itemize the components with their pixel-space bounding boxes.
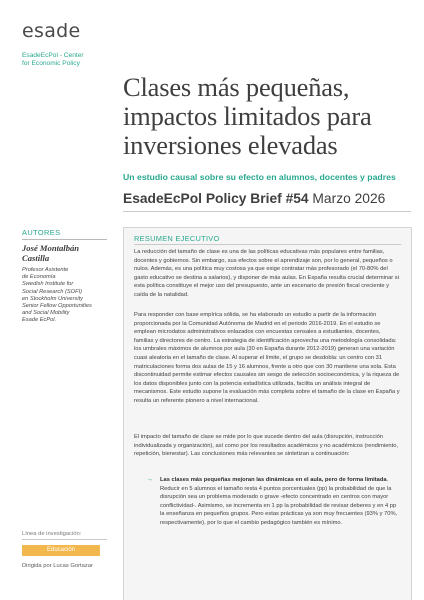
page-subtitle: Un estudio causal sobre su efecto en alumnos, docentes y padres: [123, 172, 396, 182]
brief-heading: [123, 191, 413, 206]
author-name: [22, 243, 108, 263]
author-name-line2: Castilla: [22, 253, 50, 263]
title-line: impactos limitados para: [123, 101, 372, 131]
author-bio-line: Swedish Institute for: [22, 281, 74, 288]
bullet-text: [160, 476, 400, 528]
esade-logo: esade: [22, 20, 81, 42]
summary-paragraph: Para responder con base empírica sólida, se ha elaborado un estudio a partir de la información proporcionada por la Comunidad Autónoma de Madrid en el periodo 2016-2019. En el estudio se emplean microdatos administrativos enlazados con encuestas censales a estudiantes, docentes, familias y directores de centro. La estrategia de identificación aprovecha una metodología consolidada: los umbrales máximos de alumnos por aula (30 en España durante 2012-2019) generan una variación cuasi aleatoria en el tamaño de clase. Al superar el límite, el grupo se desdobla: un centro con 31 matriculaciones forma dos aulas de 15 y 16 alumnos, frente a otro que con 30 mantiene una sola. Esta discontinuidad permite estimar efectos causales sin sesgo de selección socioeconómica, y la riqueza de los datos disponibles junto con la potencia estadística utilizada, facilita un análisis integral de mecanismos. Este estudio supone la evaluación más completa sobre el tamaño de la clase en España y resulta un referente pionero a nivel internacional.: [134, 312, 400, 404]
author-bio-line: en Stockholm University: [22, 295, 84, 302]
research-line-divider: [22, 539, 107, 540]
sidebar: [0, 0, 110, 600]
directed-by: Dirigida por Lucas Gortazar: [22, 563, 93, 569]
center-name-line1: EsadeEcPol - Center: [22, 52, 84, 59]
author-bio: [22, 267, 108, 325]
center-name: [22, 52, 108, 68]
research-line-label: Línea de investigación:: [22, 531, 82, 537]
author-name-line1: José Montalbán: [22, 243, 80, 253]
authors-divider: [22, 239, 107, 240]
summary-paragraph: La reducción del tamaño de clase es una de las políticas educativas más populares entre familias, docentes y gobiernos. Sin embargo, sus efectos sobre el aprendizaje son, por lo general, pequeños o nulos. Además, es una política muy costosa ya que exige contratar más profesorado (el 70-80% del gasto educativo se destina a salarios), y disponer de más aulas. En España resulta crucial determinar si esta política constituye el mejor uso del presupuesto, ante un escenario de presión fiscal creciente y caída de la natalidad.: [134, 249, 399, 298]
title-line: Clases más pequeñas,: [123, 72, 350, 102]
summary-paragraph: El impacto del tamaño de clase se mide por lo que sucede dentro del aula (disrupción, instrucción individualizada y organización), así como por los resultados académicos y no académicos (rendimiento, repetición, bienestar). Las conclusiones más relevantes se sintetizan a continuación:: [134, 434, 398, 458]
research-line-badge[interactable]: Educación: [22, 545, 100, 556]
brief-number: EsadeEcPol Policy Brief #54: [123, 191, 309, 206]
bullet-heading: Las clases más pequeñas mejoran las dinámicas en el aula, pero de forma limitada: [160, 477, 387, 483]
summary-title: RESUMEN EJECUTIVO: [134, 234, 220, 243]
title-line: inversiones elevadas: [123, 130, 338, 160]
brief-divider: [123, 211, 411, 212]
author-bio-line: de Economía: [22, 274, 56, 281]
center-name-line2: for Economic Policy: [22, 60, 80, 67]
summary-divider: [134, 244, 401, 245]
arrow-right-icon: →: [146, 476, 153, 483]
author-bio-line: Profesor Asistente: [22, 267, 69, 273]
author-bio-line: and Social Mobility: [22, 310, 70, 317]
author-bio-line: Social Research (SOFI): [22, 288, 83, 295]
authors-label: AUTORES: [22, 228, 61, 237]
bullet-body: . Reducir en 5 alumnos el tamaño resta 4 puntos porcentuales (pp) la probabilidad de que la disrupción sea un problema moderado o grave -efecto concentrado en centros con mayor conflictividad-. Asimismo, se incrementa en 1 pp la probabilidad de revisar deberes y en 4 pp la enseñanza en pequeños grupos. Pero estas prácticas ya son muy frecuentes (93% y 70%, respectivamente), por lo que el cambio pedagógico también es mínimo.: [160, 477, 398, 526]
executive-summary: [123, 227, 412, 600]
page-title: [123, 73, 413, 160]
brief-date: Marzo 2026: [308, 191, 386, 206]
author-bio-line: Esade EcPol.: [22, 317, 57, 324]
author-bio-line: Senior Fellow Opportunities: [22, 303, 92, 310]
